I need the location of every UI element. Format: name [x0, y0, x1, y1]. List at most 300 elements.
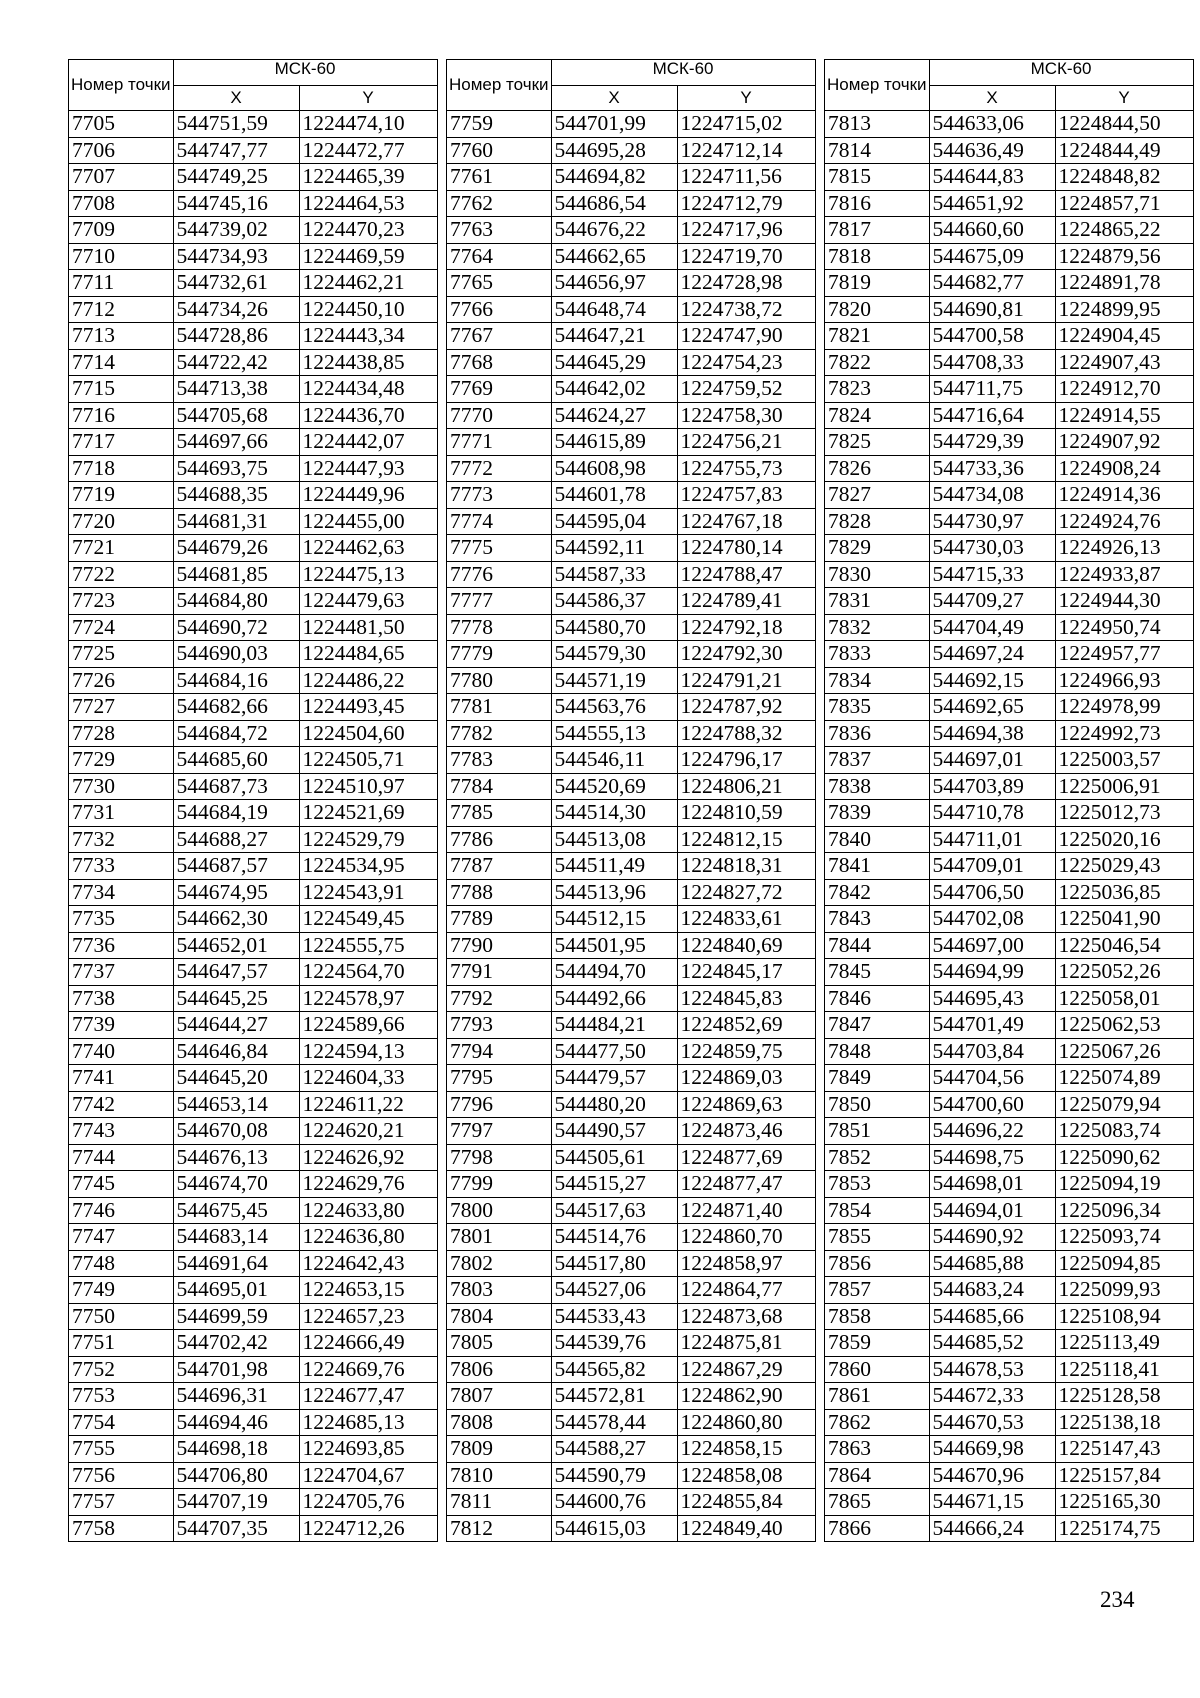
x-coordinate-cell: 544514,30: [551, 800, 677, 827]
point-number-cell: 7744: [69, 1144, 174, 1171]
point-number-cell: 7736: [69, 932, 174, 959]
table-row: [447, 826, 816, 853]
point-number-cell: 7800: [447, 1197, 552, 1224]
y-coordinate-cell: 1224712,14: [677, 137, 815, 164]
table-row: [69, 1065, 438, 1092]
y-coordinate-cell: 1224757,83: [677, 482, 815, 509]
table-row: [69, 800, 438, 827]
table-row: [825, 959, 1194, 986]
x-coordinate-cell: 544517,80: [551, 1250, 677, 1277]
y-coordinate-cell: 1224685,13: [299, 1409, 437, 1436]
table-row: [447, 1462, 816, 1489]
table-row: [825, 561, 1194, 588]
x-coordinate-cell: 544565,82: [551, 1356, 677, 1383]
table-row: [825, 164, 1194, 191]
table-row: [825, 1224, 1194, 1251]
y-coordinate-cell: 1224589,66: [299, 1012, 437, 1039]
x-coordinate-cell: 544696,22: [929, 1118, 1055, 1145]
y-coordinate-cell: 1224462,63: [299, 535, 437, 562]
y-coordinate-cell: 1224860,70: [677, 1224, 815, 1251]
point-number-cell: 7777: [447, 588, 552, 615]
table-row: [447, 1303, 816, 1330]
table-row: [447, 376, 816, 403]
point-number-cell: 7788: [447, 879, 552, 906]
x-coordinate-cell: 544700,58: [929, 323, 1055, 350]
x-coordinate-cell: 544595,04: [551, 508, 677, 535]
x-coordinate-cell: 544751,59: [173, 111, 299, 138]
y-coordinate-cell: 1224924,76: [1055, 508, 1193, 535]
x-coordinate-cell: 544685,66: [929, 1303, 1055, 1330]
point-number-cell: 7794: [447, 1038, 552, 1065]
y-coordinate-cell: 1224869,03: [677, 1065, 815, 1092]
x-coordinate-cell: 544587,33: [551, 561, 677, 588]
point-number-cell: 7863: [825, 1436, 930, 1463]
table-row: [69, 932, 438, 959]
point-number-cell: 7745: [69, 1171, 174, 1198]
x-coordinate-cell: 544662,30: [173, 906, 299, 933]
table-row: [69, 1197, 438, 1224]
table-row: [447, 1409, 816, 1436]
x-coordinate-cell: 544694,38: [929, 720, 1055, 747]
x-coordinate-cell: 544730,97: [929, 508, 1055, 535]
table-row: [825, 879, 1194, 906]
table-row: [69, 614, 438, 641]
y-coordinate-cell: 1224857,71: [1055, 190, 1193, 217]
y-coordinate-cell: 1224633,80: [299, 1197, 437, 1224]
point-number-cell: 7705: [69, 111, 174, 138]
x-coordinate-cell: 544734,08: [929, 482, 1055, 509]
y-coordinate-cell: 1224529,79: [299, 826, 437, 853]
y-coordinate-cell: 1225094,85: [1055, 1250, 1193, 1277]
y-coordinate-cell: 1224788,32: [677, 720, 815, 747]
y-coordinate-cell: 1224796,17: [677, 747, 815, 774]
point-number-cell: 7848: [825, 1038, 930, 1065]
x-coordinate-cell: 544709,01: [929, 853, 1055, 880]
table-row: [825, 1436, 1194, 1463]
point-number-cell: 7836: [825, 720, 930, 747]
x-coordinate-cell: 544708,33: [929, 349, 1055, 376]
x-coordinate-cell: 544592,11: [551, 535, 677, 562]
x-coordinate-cell: 544675,09: [929, 243, 1055, 270]
point-number-cell: 7859: [825, 1330, 930, 1357]
point-number-cell: 7709: [69, 217, 174, 244]
point-number-cell: 7713: [69, 323, 174, 350]
point-number-cell: 7764: [447, 243, 552, 270]
table-body: [825, 111, 1194, 1542]
point-number-cell: 7712: [69, 296, 174, 323]
x-coordinate-cell: 544644,83: [929, 164, 1055, 191]
x-coordinate-cell: 544656,97: [551, 270, 677, 297]
point-number-cell: 7846: [825, 985, 930, 1012]
table-row: [825, 1038, 1194, 1065]
y-coordinate-cell: 1225041,90: [1055, 906, 1193, 933]
x-coordinate-cell: 544651,92: [929, 190, 1055, 217]
table-row: [825, 508, 1194, 535]
x-coordinate-cell: 544686,54: [551, 190, 677, 217]
table-row: [447, 1197, 816, 1224]
table-row: [447, 1383, 816, 1410]
table-row: [447, 773, 816, 800]
x-coordinate-cell: 544674,95: [173, 879, 299, 906]
y-coordinate-cell: 1224447,93: [299, 455, 437, 482]
table-row: [69, 1303, 438, 1330]
point-number-cell: 7738: [69, 985, 174, 1012]
point-number-cell: 7728: [69, 720, 174, 747]
point-number-cell: 7739: [69, 1012, 174, 1039]
x-coordinate-cell: 544505,61: [551, 1144, 677, 1171]
x-coordinate-cell: 544685,88: [929, 1250, 1055, 1277]
x-coordinate-cell: 544572,81: [551, 1383, 677, 1410]
x-coordinate-cell: 544636,49: [929, 137, 1055, 164]
x-coordinate-cell: 544697,24: [929, 641, 1055, 668]
point-number-cell: 7740: [69, 1038, 174, 1065]
point-number-cell: 7733: [69, 853, 174, 880]
y-coordinate-cell: 1224907,92: [1055, 429, 1193, 456]
header-y: Y: [677, 85, 815, 111]
y-coordinate-cell: 1224462,21: [299, 270, 437, 297]
y-coordinate-cell: 1224758,30: [677, 402, 815, 429]
x-coordinate-cell: 544690,81: [929, 296, 1055, 323]
y-coordinate-cell: 1224510,97: [299, 773, 437, 800]
table-row: [825, 1489, 1194, 1516]
y-coordinate-cell: 1224712,26: [299, 1515, 437, 1542]
x-coordinate-cell: 544555,13: [551, 720, 677, 747]
y-coordinate-cell: 1224719,70: [677, 243, 815, 270]
table-row: [69, 747, 438, 774]
point-number-cell: 7780: [447, 667, 552, 694]
point-number-cell: 7841: [825, 853, 930, 880]
table-row: [447, 349, 816, 376]
table-row: [447, 1436, 816, 1463]
y-coordinate-cell: 1224871,40: [677, 1197, 815, 1224]
x-coordinate-cell: 544687,57: [173, 853, 299, 880]
y-coordinate-cell: 1224862,90: [677, 1383, 815, 1410]
x-coordinate-cell: 544684,19: [173, 800, 299, 827]
y-coordinate-cell: 1224810,59: [677, 800, 815, 827]
x-coordinate-cell: 544682,77: [929, 270, 1055, 297]
table-row: [825, 270, 1194, 297]
y-coordinate-cell: 1224849,40: [677, 1515, 815, 1542]
point-number-cell: 7724: [69, 614, 174, 641]
table-row: [69, 217, 438, 244]
point-number-cell: 7719: [69, 482, 174, 509]
x-coordinate-cell: 544676,13: [173, 1144, 299, 1171]
table-row: [447, 1118, 816, 1145]
x-coordinate-cell: 544697,01: [929, 747, 1055, 774]
y-coordinate-cell: 1224653,15: [299, 1277, 437, 1304]
x-coordinate-cell: 544682,66: [173, 694, 299, 721]
point-number-cell: 7727: [69, 694, 174, 721]
table-row: [69, 853, 438, 880]
x-coordinate-cell: 544480,20: [551, 1091, 677, 1118]
point-number-cell: 7824: [825, 402, 930, 429]
point-number-cell: 7726: [69, 667, 174, 694]
point-number-cell: 7790: [447, 932, 552, 959]
x-coordinate-cell: 544527,06: [551, 1277, 677, 1304]
x-coordinate-cell: 544653,14: [173, 1091, 299, 1118]
x-coordinate-cell: 544600,76: [551, 1489, 677, 1516]
x-coordinate-cell: 544512,15: [551, 906, 677, 933]
point-number-cell: 7773: [447, 482, 552, 509]
point-number-cell: 7774: [447, 508, 552, 535]
table-row: [825, 588, 1194, 615]
x-coordinate-cell: 544517,63: [551, 1197, 677, 1224]
point-number-cell: 7743: [69, 1118, 174, 1145]
y-coordinate-cell: 1224877,69: [677, 1144, 815, 1171]
y-coordinate-cell: 1224950,74: [1055, 614, 1193, 641]
x-coordinate-cell: 544690,92: [929, 1224, 1055, 1251]
x-coordinate-cell: 544546,11: [551, 747, 677, 774]
point-number-cell: 7813: [825, 111, 930, 138]
y-coordinate-cell: 1224812,15: [677, 826, 815, 853]
point-number-cell: 7757: [69, 1489, 174, 1516]
y-coordinate-cell: 1224755,73: [677, 455, 815, 482]
y-coordinate-cell: 1224626,92: [299, 1144, 437, 1171]
y-coordinate-cell: 1225058,01: [1055, 985, 1193, 1012]
table-row: [825, 667, 1194, 694]
table-row: [447, 1489, 816, 1516]
x-coordinate-cell: 544692,65: [929, 694, 1055, 721]
x-coordinate-cell: 544647,57: [173, 959, 299, 986]
table-row: [825, 323, 1194, 350]
x-coordinate-cell: 544713,38: [173, 376, 299, 403]
table-row: [69, 1409, 438, 1436]
point-number-cell: 7759: [447, 111, 552, 138]
x-coordinate-cell: 544745,16: [173, 190, 299, 217]
x-coordinate-cell: 544678,53: [929, 1356, 1055, 1383]
table-row: [447, 906, 816, 933]
table-row: [69, 1250, 438, 1277]
table-row: [447, 508, 816, 535]
table-row: [447, 429, 816, 456]
y-coordinate-cell: 1224904,45: [1055, 323, 1193, 350]
point-number-cell: 7749: [69, 1277, 174, 1304]
y-coordinate-cell: 1224693,85: [299, 1436, 437, 1463]
x-coordinate-cell: 544688,27: [173, 826, 299, 853]
x-coordinate-cell: 544670,08: [173, 1118, 299, 1145]
x-coordinate-cell: 544696,31: [173, 1383, 299, 1410]
x-coordinate-cell: 544703,89: [929, 773, 1055, 800]
y-coordinate-cell: 1224767,18: [677, 508, 815, 535]
table-row: [447, 1091, 816, 1118]
table-row: [825, 402, 1194, 429]
y-coordinate-cell: 1225157,84: [1055, 1462, 1193, 1489]
y-coordinate-cell: 1224504,60: [299, 720, 437, 747]
point-number-cell: 7844: [825, 932, 930, 959]
y-coordinate-cell: 1225012,73: [1055, 800, 1193, 827]
y-coordinate-cell: 1224738,72: [677, 296, 815, 323]
y-coordinate-cell: 1224818,31: [677, 853, 815, 880]
x-coordinate-cell: 544586,37: [551, 588, 677, 615]
table-row: [825, 429, 1194, 456]
point-number-cell: 7784: [447, 773, 552, 800]
table-row: [447, 217, 816, 244]
point-number-cell: 7791: [447, 959, 552, 986]
y-coordinate-cell: 1224754,23: [677, 349, 815, 376]
table-row: [447, 879, 816, 906]
point-number-cell: 7799: [447, 1171, 552, 1198]
point-number-cell: 7837: [825, 747, 930, 774]
y-coordinate-cell: 1224907,43: [1055, 349, 1193, 376]
table-row: [825, 482, 1194, 509]
x-coordinate-cell: 544492,66: [551, 985, 677, 1012]
point-number-cell: 7805: [447, 1330, 552, 1357]
point-number-cell: 7756: [69, 1462, 174, 1489]
x-coordinate-cell: 544695,28: [551, 137, 677, 164]
header-point-number: Номер точки: [69, 60, 174, 111]
point-number-cell: 7770: [447, 402, 552, 429]
table-row: [825, 694, 1194, 721]
y-coordinate-cell: 1224620,21: [299, 1118, 437, 1145]
x-coordinate-cell: 544590,79: [551, 1462, 677, 1489]
y-coordinate-cell: 1224992,73: [1055, 720, 1193, 747]
x-coordinate-cell: 544624,27: [551, 402, 677, 429]
point-number-cell: 7806: [447, 1356, 552, 1383]
point-number-cell: 7864: [825, 1462, 930, 1489]
y-coordinate-cell: 1224912,70: [1055, 376, 1193, 403]
point-number-cell: 7857: [825, 1277, 930, 1304]
point-number-cell: 7807: [447, 1383, 552, 1410]
table-row: [825, 720, 1194, 747]
y-coordinate-cell: 1224858,97: [677, 1250, 815, 1277]
point-number-cell: 7840: [825, 826, 930, 853]
point-number-cell: 7818: [825, 243, 930, 270]
y-coordinate-cell: 1225093,74: [1055, 1224, 1193, 1251]
y-coordinate-cell: 1225147,43: [1055, 1436, 1193, 1463]
table-row: [825, 455, 1194, 482]
table-row: [447, 455, 816, 482]
table-row: [69, 694, 438, 721]
y-coordinate-cell: 1224787,92: [677, 694, 815, 721]
point-number-cell: 7723: [69, 588, 174, 615]
y-coordinate-cell: 1224859,75: [677, 1038, 815, 1065]
y-coordinate-cell: 1224873,68: [677, 1303, 815, 1330]
table-row: [69, 296, 438, 323]
table-row: [69, 588, 438, 615]
x-coordinate-cell: 544501,95: [551, 932, 677, 959]
table-row: [69, 1038, 438, 1065]
y-coordinate-cell: 1225046,54: [1055, 932, 1193, 959]
table-row: [447, 747, 816, 774]
y-coordinate-cell: 1225090,62: [1055, 1144, 1193, 1171]
table-row: [69, 1144, 438, 1171]
table-row: [447, 1356, 816, 1383]
y-coordinate-cell: 1224564,70: [299, 959, 437, 986]
table-row: [447, 853, 816, 880]
y-coordinate-cell: 1224864,77: [677, 1277, 815, 1304]
x-coordinate-cell: 544710,78: [929, 800, 1055, 827]
y-coordinate-cell: 1224493,45: [299, 694, 437, 721]
y-coordinate-cell: 1224636,80: [299, 1224, 437, 1251]
x-coordinate-cell: 544695,01: [173, 1277, 299, 1304]
point-number-cell: 7767: [447, 323, 552, 350]
y-coordinate-cell: 1224443,34: [299, 323, 437, 350]
point-number-cell: 7820: [825, 296, 930, 323]
table-row: [69, 1330, 438, 1357]
y-coordinate-cell: 1224465,39: [299, 164, 437, 191]
table-row: [447, 1171, 816, 1198]
y-coordinate-cell: 1225108,94: [1055, 1303, 1193, 1330]
x-coordinate-cell: 544707,19: [173, 1489, 299, 1516]
y-coordinate-cell: 1224858,08: [677, 1462, 815, 1489]
point-number-cell: 7861: [825, 1383, 930, 1410]
y-coordinate-cell: 1225067,26: [1055, 1038, 1193, 1065]
y-coordinate-cell: 1224479,63: [299, 588, 437, 615]
y-coordinate-cell: 1224481,50: [299, 614, 437, 641]
point-number-cell: 7706: [69, 137, 174, 164]
x-coordinate-cell: 544734,93: [173, 243, 299, 270]
y-coordinate-cell: 1224914,55: [1055, 402, 1193, 429]
table-row: [69, 1224, 438, 1251]
coordinates-table-1: [68, 59, 438, 1542]
y-coordinate-cell: 1224833,61: [677, 906, 815, 933]
page-number: 234: [1100, 1587, 1135, 1612]
table-row: [447, 588, 816, 615]
table-row: [69, 561, 438, 588]
point-number-cell: 7747: [69, 1224, 174, 1251]
point-number-cell: 7766: [447, 296, 552, 323]
y-coordinate-cell: 1224594,13: [299, 1038, 437, 1065]
point-number-cell: 7812: [447, 1515, 552, 1542]
y-coordinate-cell: 1224474,10: [299, 111, 437, 138]
point-number-cell: 7716: [69, 402, 174, 429]
x-coordinate-cell: 544645,25: [173, 985, 299, 1012]
point-number-cell: 7815: [825, 164, 930, 191]
point-number-cell: 7731: [69, 800, 174, 827]
point-number-cell: 7856: [825, 1250, 930, 1277]
y-coordinate-cell: 1224852,69: [677, 1012, 815, 1039]
y-coordinate-cell: 1224469,59: [299, 243, 437, 270]
y-coordinate-cell: 1224521,69: [299, 800, 437, 827]
x-coordinate-cell: 544709,27: [929, 588, 1055, 615]
y-coordinate-cell: 1224442,07: [299, 429, 437, 456]
point-number-cell: 7852: [825, 1144, 930, 1171]
y-coordinate-cell: 1224604,33: [299, 1065, 437, 1092]
x-coordinate-cell: 544633,06: [929, 111, 1055, 138]
y-coordinate-cell: 1224677,47: [299, 1383, 437, 1410]
table-row: [447, 137, 816, 164]
table-row: [825, 1462, 1194, 1489]
y-coordinate-cell: 1224578,97: [299, 985, 437, 1012]
point-number-cell: 7792: [447, 985, 552, 1012]
header-coordinate-system: МСК-60: [173, 60, 437, 86]
point-number-cell: 7785: [447, 800, 552, 827]
point-number-cell: 7845: [825, 959, 930, 986]
y-coordinate-cell: 1225003,57: [1055, 747, 1193, 774]
point-number-cell: 7802: [447, 1250, 552, 1277]
table-row: [69, 959, 438, 986]
x-coordinate-cell: 544479,57: [551, 1065, 677, 1092]
point-number-cell: 7750: [69, 1303, 174, 1330]
y-coordinate-cell: 1224657,23: [299, 1303, 437, 1330]
table-row: [69, 1462, 438, 1489]
point-number-cell: 7801: [447, 1224, 552, 1251]
table-row: [825, 1197, 1194, 1224]
table-row: [69, 1515, 438, 1542]
y-coordinate-cell: 1225096,34: [1055, 1197, 1193, 1224]
y-coordinate-cell: 1224806,21: [677, 773, 815, 800]
point-number-cell: 7772: [447, 455, 552, 482]
point-number-cell: 7771: [447, 429, 552, 456]
point-number-cell: 7809: [447, 1436, 552, 1463]
y-coordinate-cell: 1225052,26: [1055, 959, 1193, 986]
x-coordinate-cell: 544695,43: [929, 985, 1055, 1012]
table-row: [69, 508, 438, 535]
point-number-cell: 7781: [447, 694, 552, 721]
point-number-cell: 7761: [447, 164, 552, 191]
y-coordinate-cell: 1224944,30: [1055, 588, 1193, 615]
x-coordinate-cell: 544580,70: [551, 614, 677, 641]
